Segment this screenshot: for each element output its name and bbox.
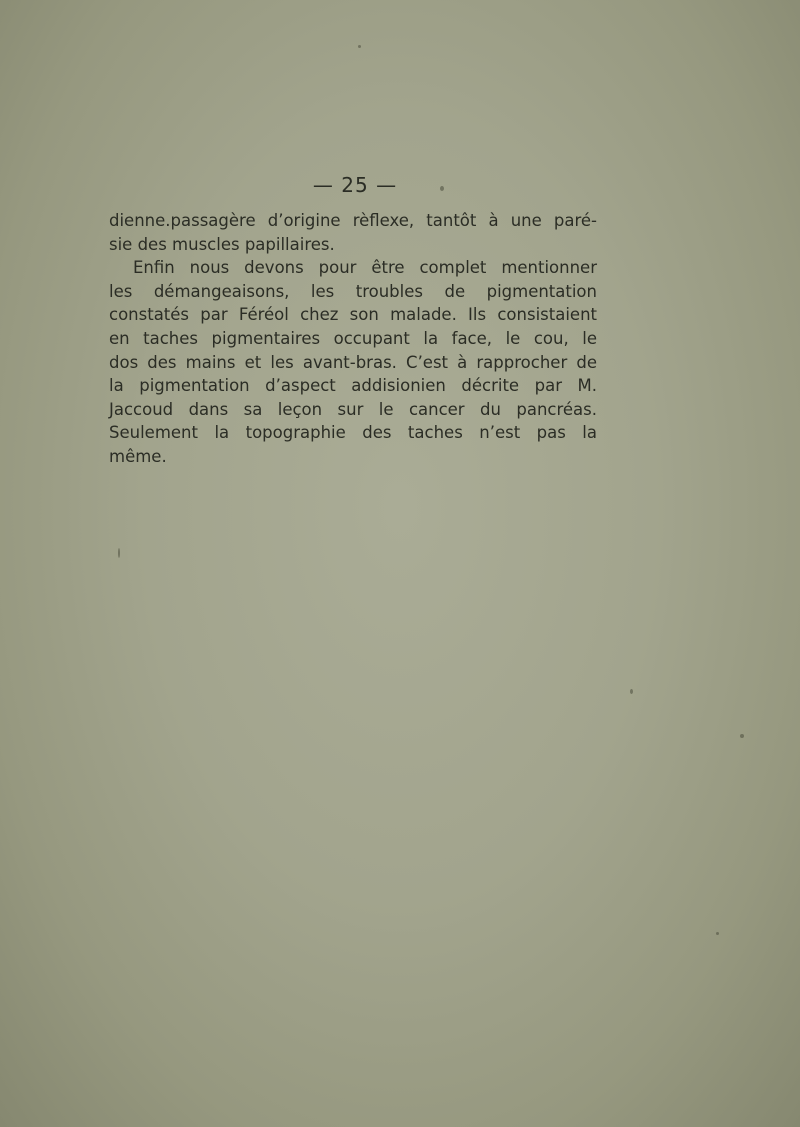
text-line: en taches pigmentaires occupant la face, le cou, le [109, 328, 597, 348]
page-number: — 25 — [312, 173, 398, 197]
ink-speck [118, 548, 120, 558]
ink-speck [630, 689, 633, 694]
ink-speck [716, 932, 719, 935]
paragraph-text [109, 209, 597, 469]
text-line: dos des mains et les avant-bras. C’est à rapprocher de [109, 352, 597, 372]
text-line: dienne.passagère d’origine rèflexe, tantôt à une paré- [109, 211, 597, 230]
text-line: Jaccoud dans sa leçon sur le cancer du pancréas. [109, 399, 597, 419]
ink-speck [740, 734, 744, 738]
text-line: même. [109, 446, 167, 466]
ink-speck [358, 45, 361, 48]
text-line: Enfin nous devons pour être complet mentionner [133, 258, 597, 278]
text-line: Seulement la topographie des taches n’est pas la [109, 423, 597, 443]
text-line: sie des muscles papillaires. [109, 234, 335, 254]
text-line: les démangeaisons, les troubles de pigmentation [109, 281, 597, 301]
text-line: constatés par Féréol chez son malade. Ils consistaient [109, 305, 597, 325]
text-line: la pigmentation d’aspect addisionien décrite par M. [109, 376, 597, 396]
